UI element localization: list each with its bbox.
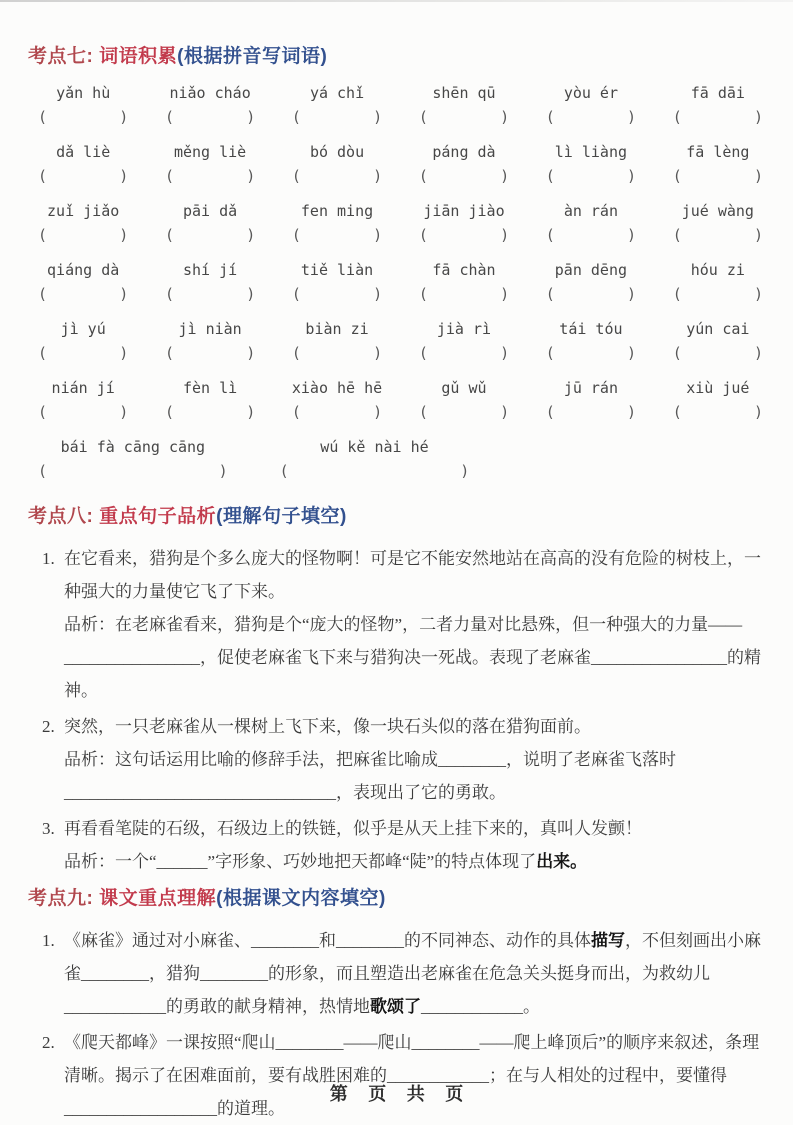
scan-edge-line [0,0,793,2]
answer-blank-parens: ( ) [164,344,256,362]
section8-label: 考点八: [28,506,94,527]
pinyin-word-cell [165,141,255,189]
pinyin-text: lì liàng [554,143,628,161]
answer-blank-parens: ( ) [545,285,637,303]
item-number: 2. [42,1033,55,1052]
pinyin-word-cell [292,318,382,366]
section8-heading [28,504,793,530]
section9-heading [28,886,793,912]
pinyin-word-cell [165,377,255,425]
answer-blank-parens: ( ) [38,108,129,126]
item-body [64,710,769,809]
section8-items [0,542,793,878]
section8-title: 重点句子品析 [99,506,217,527]
item-number: 2. [42,717,55,736]
text-segment: ____________。 [421,997,540,1016]
text-segment: ，不但刻画出小麻雀________，猎狗________的形象，而且塑造出老麻雀在危急关头挺身而出，为救幼儿____________的勇敢的献身精神，热情地 [64,931,761,1016]
section9-label: 考点九: [28,888,94,909]
pinyin-text: fā lèng [686,143,750,161]
pinyin-text: páng dà [432,143,496,161]
answer-blank-parens: ( ) [164,167,256,185]
pinyin-row [38,141,763,189]
pinyin-text: yǎn hù [56,84,111,102]
item-body [64,542,769,707]
section9-title: 课文重点理解 [99,888,217,909]
pinyin-text: yòu ér [563,84,618,102]
pinyin-text: àn rán [563,202,618,220]
pinyin-text: měng liè [173,143,247,161]
answer-blank-parens: ( ) [38,462,228,480]
pinyin-text: jià rì [436,320,492,338]
pinyin-text: xiào hē hē [291,379,383,397]
pinyin-row [38,377,763,425]
section8-subtitle: (理解句子填空) [216,506,347,527]
item-number: 3. [42,819,55,838]
answer-blank-parens: ( ) [38,285,129,303]
pinyin-text: niǎo cháo [169,84,251,102]
answer-blank-parens: ( ) [38,167,129,185]
item-body [64,812,769,878]
answer-blank-parens: ( ) [418,344,510,362]
pinyin-word-cell [673,318,763,366]
text-segment-bold: 歌颂了 [370,997,421,1016]
pinyin-text: fā chàn [432,261,496,279]
answer-blank-parens: ( ) [672,403,763,421]
answer-blank-parens: ( ) [164,403,256,421]
pinyin-row [38,436,763,484]
pinyin-text: dǎ liè [56,143,111,161]
pinyin-text: qiáng dà [47,261,120,279]
item-body [64,1026,769,1125]
answer-blank-parens: ( ) [672,344,763,362]
pinyin-word-cell [165,318,255,366]
pinyin-word-cell [38,377,128,425]
pinyin-word-cell [38,259,128,307]
pinyin-word-cell [165,82,255,130]
analysis-text-normal: 品析：一个“______”字形象、巧妙地把天都峰“陡”的特点体现了 [64,852,537,871]
pinyin-text: yá chǐ [309,84,365,102]
pinyin-text: gǔ wǔ [441,379,487,397]
pinyin-word-cell [546,318,636,366]
answer-blank-parens: ( ) [672,167,763,185]
answer-blank-parens: ( ) [418,167,510,185]
pinyin-text: fèn lì [183,379,238,397]
exercise-item [42,924,769,1023]
answer-blank-parens: ( ) [164,108,256,126]
pinyin-word-cell [38,82,128,130]
pinyin-word-cell [673,200,763,248]
answer-blank-parens: ( ) [418,403,510,421]
quoted-sentence: 在它看来，猎狗是个多么庞大的怪物啊！可是它不能安然地站在高高的没有危险的树枝上，一种强大的力量使它飞了下来。 [64,549,761,601]
pinyin-row [38,318,763,366]
section7-label: 考点七: [28,46,94,67]
answer-blank-parens: ( ) [164,226,256,244]
pinyin-row [38,200,763,248]
section9-subtitle: (根据课文内容填空) [216,888,386,909]
pinyin-text: yún cai [686,320,750,338]
pinyin-text: wú kě nài hé [320,438,429,456]
pinyin-text: jiān jiào [423,202,505,220]
pinyin-word-cell [38,436,228,484]
pinyin-word-cell [546,82,636,130]
item-number: 1. [42,549,55,568]
answer-blank-parens: ( ) [291,167,383,185]
pinyin-row [38,259,763,307]
pinyin-text: shí jí [183,261,238,279]
pinyin-text: jū rán [563,379,618,397]
analysis-text-bold: 出来。 [536,852,588,871]
pinyin-word-cell [673,82,763,130]
pinyin-word-cell [419,141,509,189]
answer-blank-parens: ( ) [545,167,637,185]
pinyin-word-cell [673,259,763,307]
answer-blank-parens: ( ) [545,344,637,362]
page-footer: 第 页 共 页 [329,1084,464,1104]
answer-blank-parens: ( ) [672,285,763,303]
answer-blank-parens: ( ) [291,403,383,421]
exercise-item [42,710,769,809]
pinyin-text: jué wàng [681,202,754,220]
answer-blank-parens: ( ) [291,285,383,303]
pinyin-word-cell [673,141,763,189]
fill-in-text: 《爬天都峰》一课按照“爬山________——爬山________——爬上峰顶后”的顺序来叙述，条理清晰。揭示了在困难面前，要有战胜困难的____________；在与人相处的过程中，要懂得__________________的道理。 [64,1033,760,1118]
pinyin-word-cell [280,436,470,484]
pinyin-word-cell [292,82,382,130]
pinyin-text: jì niàn [178,320,242,338]
pinyin-text: fā dāi [690,84,745,102]
answer-blank-parens: ( ) [38,226,129,244]
pinyin-word-cell [419,82,509,130]
fill-in-text [64,924,769,1023]
pinyin-word-cell [292,377,382,425]
answer-blank-parens: ( ) [672,108,763,126]
pinyin-text: xiù jué [686,379,750,397]
pinyin-text: tái tóu [559,320,623,338]
section7-subtitle: (根据拼音写词语) [177,46,328,67]
answer-blank-parens: ( ) [672,226,763,244]
pinyin-text: zuǐ jiǎo [47,202,120,220]
answer-blank-parens: ( ) [291,226,383,244]
pinyin-word-cell [38,141,128,189]
section7-heading [28,0,793,70]
pinyin-word-cell [673,377,763,425]
answer-blank-parens: ( ) [291,344,383,362]
analysis-text: 品析：在老麻雀看来，猎狗是个“庞大的怪物”，二者力量对比悬殊，但一种强大的力量——________________，促使老麻雀飞下来与猎狗决一死战。表现了老麻雀________________的精神。 [64,615,761,700]
pinyin-text: shēn qū [432,84,496,102]
pinyin-word-cell [419,318,509,366]
pinyin-text: pān dēng [554,261,628,279]
analysis-text [64,845,769,878]
section7-title: 词语积累 [99,46,178,67]
pinyin-word-cell [419,377,509,425]
pinyin-word-cell [292,141,382,189]
pinyin-text: hóu zi [690,261,745,279]
pinyin-word-cell [38,318,128,366]
pinyin-text: bó dòu [309,143,365,161]
answer-blank-parens: ( ) [38,344,129,362]
quoted-sentence: 再看看笔陡的石级，石级边上的铁链，似乎是从天上挂下来的，真叫人发颤！ [64,819,642,838]
item-number: 1. [42,931,55,950]
exercise-item [42,812,769,878]
analysis-text: 品析：这句话运用比喻的修辞手法，把麻雀比喻成________，说明了老麻雀飞落时________________________________，表现出了它的勇敢。 [64,750,676,802]
pinyin-grid [0,82,793,494]
answer-blank-parens: ( ) [279,462,470,480]
answer-blank-parens: ( ) [545,403,637,421]
item-body [64,924,769,1023]
pinyin-word-cell [546,141,636,189]
quoted-sentence: 突然，一只老麻雀从一棵树上飞下来，像一块石头似的落在猎狗面前。 [64,717,591,736]
pinyin-word-cell [546,377,636,425]
pinyin-word-cell [38,200,128,248]
text-segment-bold: 描写 [591,931,625,950]
answer-blank-parens: ( ) [291,108,383,126]
answer-blank-parens: ( ) [38,403,129,421]
answer-blank-parens: ( ) [418,108,510,126]
pinyin-text: tiě liàn [300,261,374,279]
pinyin-word-cell [165,200,255,248]
pinyin-text: pāi dǎ [183,202,238,220]
pinyin-word-cell [419,200,509,248]
pinyin-text: bái fà cāng cāng [60,438,206,456]
pinyin-word-cell [165,259,255,307]
pinyin-text: nián jí [51,379,115,397]
answer-blank-parens: ( ) [418,226,510,244]
answer-blank-parens: ( ) [164,285,256,303]
exercise-item [42,1026,769,1125]
pinyin-row [38,82,763,130]
pinyin-text: fen ming [300,202,374,220]
pinyin-word-cell [292,259,382,307]
answer-blank-parens: ( ) [545,226,637,244]
pinyin-word-cell [546,259,636,307]
pinyin-word-cell [546,200,636,248]
pinyin-text: jì yú [60,320,106,338]
pinyin-text: biàn zi [305,320,369,338]
pinyin-word-cell [419,259,509,307]
pinyin-word-cell [292,200,382,248]
answer-blank-parens: ( ) [545,108,637,126]
text-segment: 《麻雀》通过对小麻雀、________和________的不同神态、动作的具体 [64,931,591,950]
answer-blank-parens: ( ) [418,285,510,303]
exercise-item [42,542,769,707]
